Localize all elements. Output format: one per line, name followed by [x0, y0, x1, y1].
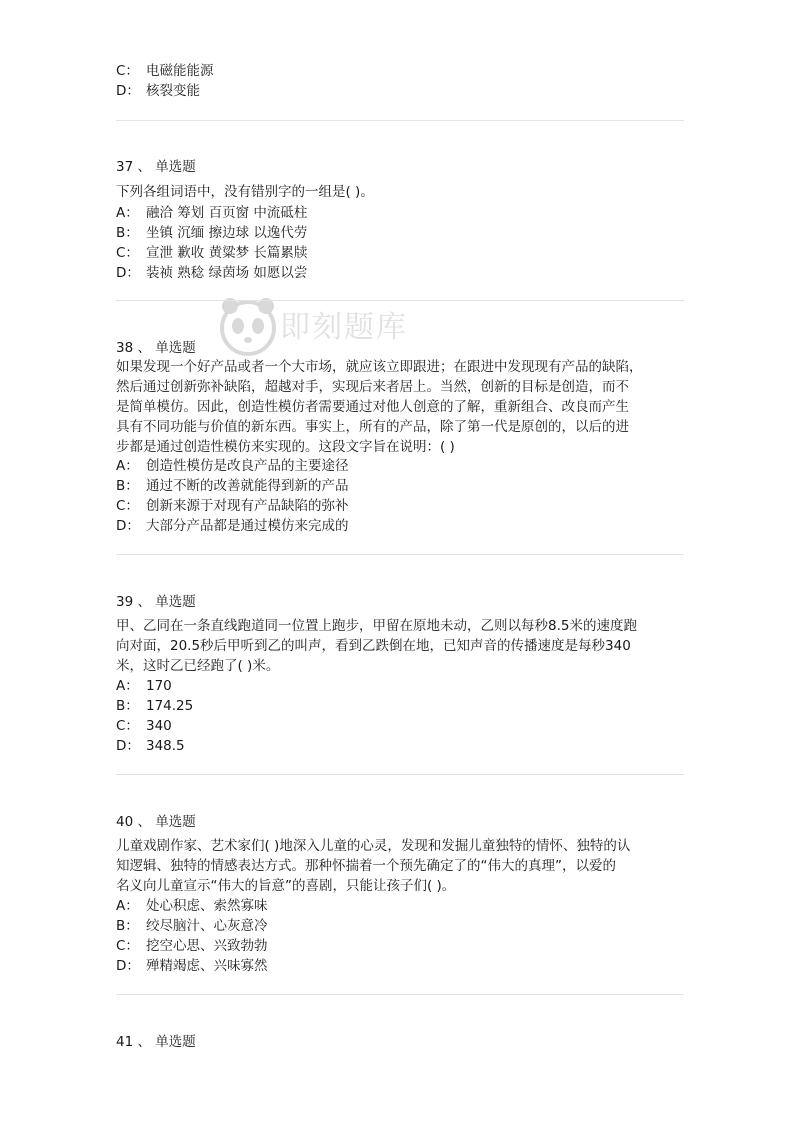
stem-line: 具有不同功能与价值的新东西。事实上，所有的产品，除了第一代是原创的，以后的进: [116, 419, 629, 435]
divider: [116, 120, 684, 121]
option-text: 大部分产品都是通过模仿来完成的: [146, 518, 349, 534]
option-text: 绞尽脑汁、心灰意冷: [146, 918, 268, 934]
option-text: 340: [146, 718, 172, 734]
option-letter: A：: [116, 678, 139, 694]
option-letter: B：: [116, 918, 139, 934]
option-text: 宣泄 歉收 黄粱梦 长篇累牍: [146, 245, 308, 261]
option-text: 融洽 筹划 百页窗 中流砥柱: [146, 205, 308, 221]
option-c[interactable]: [116, 61, 214, 81]
option-letter: B：: [116, 225, 139, 241]
option-c[interactable]: [116, 243, 307, 263]
option-a[interactable]: [116, 896, 268, 916]
option-b[interactable]: [116, 916, 268, 936]
option-letter: C：: [116, 245, 139, 261]
option-letter: C：: [116, 718, 139, 734]
stem-line: 甲、乙同在一条直线跑道同一位置上跑步，甲留在原地未动，乙则以每秒8.5米的速度跑: [116, 618, 637, 634]
stem-line: 是简单模仿。因此，创造性模仿者需要通过对他人创意的了解，重新组合、改良而产生: [116, 399, 629, 415]
stem-line: 步都是通过创造性模仿来实现的。这段文字旨在说明：( ): [116, 439, 455, 455]
divider: [116, 554, 684, 555]
watermark-text: 即刻题库: [280, 310, 408, 345]
option-text: 挖空心思、兴致勃勃: [146, 938, 268, 954]
option-text: 电磁能能源: [146, 63, 214, 79]
option-b[interactable]: [116, 696, 193, 716]
divider: [116, 994, 684, 995]
option-letter: D：: [116, 958, 140, 974]
option-b[interactable]: [116, 476, 349, 496]
option-letter: A：: [116, 458, 139, 474]
option-b[interactable]: [116, 223, 307, 243]
stem-line: 然后通过创新弥补缺陷，超越对手，实现后来者居上。当然，创新的目标是创造，而不: [116, 379, 629, 395]
option-text: 处心积虑、索然寡味: [146, 898, 268, 914]
option-d[interactable]: [116, 516, 349, 536]
option-text: 坐镇 沉缅 擦边球 以逸代劳: [146, 225, 308, 241]
option-text: 174.25: [146, 698, 194, 714]
option-d[interactable]: [116, 81, 200, 101]
option-text: 创新来源于对现有产品缺陷的弥补: [146, 498, 349, 514]
option-letter: D：: [116, 265, 140, 281]
option-text: 装祯 熟稔 绿茵场 如愿以尝: [146, 265, 308, 281]
question-header: 39 、 单选题: [116, 594, 196, 610]
option-d[interactable]: [116, 956, 268, 976]
question-header: 37 、 单选题: [116, 159, 196, 175]
question-header: 41 、 单选题: [116, 1034, 196, 1050]
option-a[interactable]: [116, 456, 349, 476]
option-letter: C：: [116, 498, 139, 514]
stem-line: 米，这时乙已经跑了( )米。: [116, 658, 280, 674]
option-letter: C：: [116, 63, 139, 79]
option-letter: D：: [116, 738, 140, 754]
option-text: 创造性模仿是改良产品的主要途径: [146, 458, 349, 474]
question-stem: [116, 357, 690, 457]
question-stem: [116, 836, 690, 896]
option-letter: B：: [116, 698, 139, 714]
option-text: 170: [146, 678, 172, 694]
option-letter: D：: [116, 518, 140, 534]
option-text: 殚精竭虑、兴味寡然: [146, 958, 268, 974]
question-header: 40 、 单选题: [116, 814, 196, 830]
option-letter: A：: [116, 205, 139, 221]
stem-line: 向对面，20.5秒后甲听到乙的叫声，看到乙跌倒在地，已知声音的传播速度是每秒340: [116, 638, 631, 654]
option-c[interactable]: [116, 936, 268, 956]
stem-line: 下列各组词语中，没有错别字的一组是( )。: [116, 184, 374, 200]
option-a[interactable]: [116, 203, 307, 223]
option-letter: B：: [116, 478, 139, 494]
question-stem: [116, 616, 690, 676]
divider: [116, 774, 684, 775]
option-letter: C：: [116, 938, 139, 954]
option-d[interactable]: [116, 736, 185, 756]
option-d[interactable]: [116, 263, 307, 283]
option-text: 核裂变能: [146, 83, 200, 99]
stem-line: 如果发现一个好产品或者一个大市场，就应该立即跟进；在跟进中发现现有产品的缺陷，: [116, 359, 643, 375]
stem-line: 知逻辑、独特的情感表达方式。那种怀揣着一个预先确定了的“伟大的真理”，以爱的: [116, 858, 616, 874]
option-a[interactable]: [116, 676, 172, 696]
option-c[interactable]: [116, 496, 349, 516]
stem-line: 儿童戏剧作家、艺术家们( )地深入儿童的心灵，发现和发掘儿童独特的情怀、独特的认: [116, 838, 631, 854]
option-letter: D：: [116, 83, 140, 99]
option-letter: A：: [116, 898, 139, 914]
question-stem: [116, 182, 690, 202]
option-text: 348.5: [146, 738, 185, 754]
question-header: 38 、 单选题: [116, 340, 196, 356]
stem-line: 名义向儿童宣示“伟大的旨意”的喜剧，只能让孩子们( )。: [116, 878, 456, 894]
divider: [116, 300, 684, 301]
option-text: 通过不断的改善就能得到新的产品: [146, 478, 349, 494]
option-c[interactable]: [116, 716, 172, 736]
